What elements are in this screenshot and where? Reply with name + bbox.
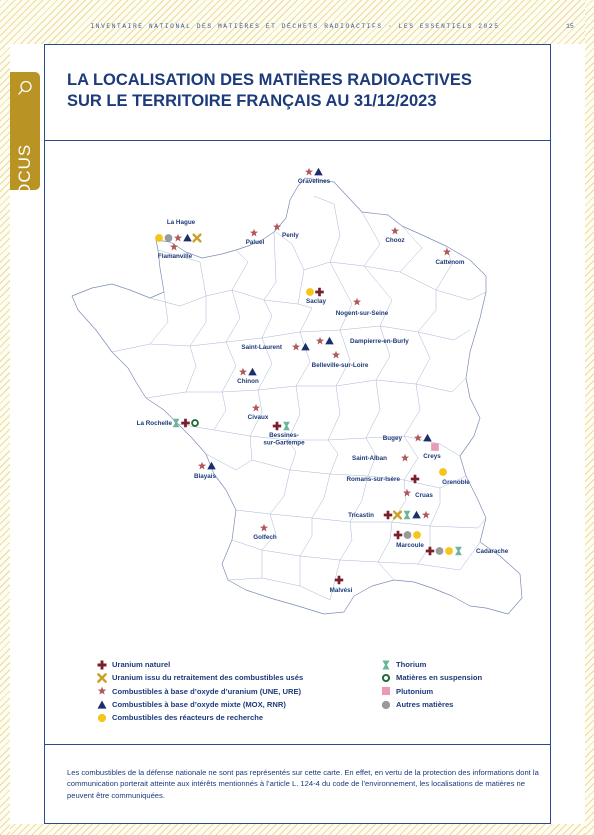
site-label: Saclay <box>306 298 326 305</box>
legend-item-suspension <box>381 671 482 684</box>
site-label: Romans-sur-Isère <box>346 476 400 483</box>
site-label: Belleville-sur-Loire <box>311 362 369 369</box>
site-label: La Rochelle <box>136 420 172 427</box>
legend-label: Combustibles à base d’oxyde mixte (MOX, RNR) <box>112 700 286 710</box>
uox-marker <box>174 234 182 242</box>
suspension-marker <box>192 420 198 426</box>
title-line-2: SUR LE TERRITOIRE FRANÇAIS AU 31/12/2023 <box>67 92 437 110</box>
site-label: Malvési <box>329 587 353 594</box>
site-label: Chooz <box>385 237 405 244</box>
legend-item-uranium_naturel <box>97 658 303 671</box>
running-header: INVENTAIRE NATIONAL DES MATIÈRES ET DÉCHETS RADIOACTIFS · LES ESSENTIELS 2025 <box>90 23 500 30</box>
star-icon <box>97 686 107 696</box>
site-label: Penly <box>282 232 299 239</box>
site-label: Marcoule <box>396 542 424 549</box>
footer-hatch-band <box>0 824 594 835</box>
page-number: 15 <box>566 23 574 30</box>
mox-marker <box>183 234 192 242</box>
plutonium-marker <box>431 443 439 451</box>
legend-label: Uranium issu du retraitement des combustibles usés <box>112 673 304 683</box>
cross-icon <box>97 660 107 670</box>
legend-left <box>97 658 303 724</box>
site-dampierre-en-burly <box>316 337 409 345</box>
mox-marker <box>314 168 323 176</box>
legend-divider <box>44 744 551 745</box>
site-la-hague <box>155 219 200 242</box>
site-label: Bugey <box>382 435 402 442</box>
frame-top-line <box>44 44 551 45</box>
site-paluel <box>246 229 265 246</box>
square-icon <box>381 686 391 696</box>
site-label: Flamanville <box>157 253 193 260</box>
legend-label: Uranium naturel <box>112 660 171 670</box>
circle-icon <box>381 700 391 710</box>
site-label: Cattenom <box>435 259 465 266</box>
autres-marker <box>404 531 412 539</box>
site-label: Nogent-sur-Seine <box>335 310 389 317</box>
left-hatch-band <box>0 0 10 835</box>
site-label: sur-Gartempe <box>263 439 305 447</box>
legend-label: Thorium <box>396 660 427 670</box>
legend-item-recherche <box>97 711 303 724</box>
site-label: Creys <box>423 453 441 460</box>
uox-marker <box>250 229 258 237</box>
site-label: Blayais <box>193 473 217 480</box>
hourglass-icon <box>381 660 391 670</box>
france-map <box>44 140 549 620</box>
recherche-marker <box>155 234 163 242</box>
recherche-marker <box>306 288 314 296</box>
uox-marker <box>305 168 313 176</box>
site-label: Saint-Alban <box>352 455 387 462</box>
footer-note: Les combustibles de la défense nationale ne sont pas représentés sur cette carte. En effet, en vertu de la protection des informations dont la communication porterait atteinte aux intérêts mentionnés à l’article L. 124-4 du code de l’environnement, les localisations de matières ne peuvent être communiquées. <box>67 768 539 800</box>
site-label: Gravelines <box>297 178 331 185</box>
legend-item-plutonium <box>381 685 482 698</box>
site-label: Tricastin <box>348 512 374 519</box>
autres-marker <box>165 234 173 242</box>
page-title <box>67 70 537 112</box>
site-label: Dampierre-en-Burly <box>350 338 409 345</box>
site-label: Chinon <box>237 378 259 385</box>
uox-marker <box>198 462 206 470</box>
circle-icon <box>97 713 107 723</box>
header-hatch-band <box>0 0 594 44</box>
frame-bottom-line <box>44 823 551 824</box>
title-line-1: LA LOCALISATION DES MATIÈRES RADIOACTIVES <box>67 71 472 89</box>
legend-item-autres <box>381 698 482 711</box>
legend-label: Combustibles des réacteurs de recherche <box>112 713 264 723</box>
uranium_retraitement-marker <box>194 235 201 242</box>
site-label: Cruas <box>415 492 433 499</box>
legend-label: Autres matières <box>396 700 454 710</box>
legend-label: Plutonium <box>396 686 434 696</box>
legend-item-uox <box>97 685 303 698</box>
legend-item-thorium <box>381 658 482 671</box>
france-outline <box>72 178 522 614</box>
site-gravelines <box>298 168 331 185</box>
site-label: Civaux <box>247 414 269 421</box>
autres-marker <box>436 547 444 555</box>
recherche-marker <box>413 531 421 539</box>
recherche-marker <box>445 547 453 555</box>
legend-right <box>381 658 482 711</box>
site-label: Golfech <box>253 534 277 541</box>
search-icon <box>17 80 33 96</box>
site-label: Paluel <box>245 239 265 246</box>
legend-label: Matières en suspension <box>396 673 483 683</box>
focus-tab <box>10 72 40 209</box>
legend-label: Combustibles à base d’oxyde d’uranium (UNE, URE) <box>112 686 302 696</box>
site-label: Bessines- <box>269 432 299 439</box>
triangle-icon <box>97 700 107 710</box>
site-label: La Hague <box>166 219 196 226</box>
legend-item-uranium_retraitement <box>97 671 303 684</box>
ring-icon <box>381 673 391 683</box>
focus-label: FOCUS <box>15 143 34 209</box>
recherche-marker <box>439 468 447 476</box>
site-label: Cadarache <box>476 548 509 555</box>
legend-item-mox <box>97 698 303 711</box>
right-hatch-band <box>585 0 594 835</box>
x-icon <box>97 673 107 683</box>
site-label: Saint-Laurent <box>241 344 282 351</box>
site-label: Grenoble <box>442 479 470 486</box>
